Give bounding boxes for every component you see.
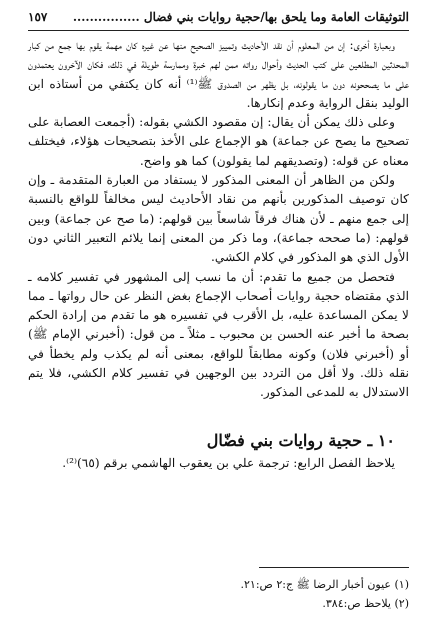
- footnote-divider: [259, 567, 409, 568]
- paragraph-3: ولكن من الظاهر أن المعنى المذكور لا يستفاد من العبارة المتقدمة ـ وإن كان توصيف المذكورين بأنهم من نقاد الأحاديث ليس مخالفاً للواقع بالنسبة إلى جمع منهم ـ لأن هناك فرقاً شاسعاً بين قولهم: (ما صح عن جماعة) وبين قولهم: (ما صححه جماعة)، وما ذكر من المعنى إنما يلائم التعبير الثاني دون الأول الذي هو المذكور في كلام الكشي.: [28, 173, 409, 265]
- section-heading: ١٠ ـ حجية روايات بني فضّال: [206, 430, 395, 450]
- main-text: [28, 36, 409, 473]
- paragraph-1: وبعبارة أخرى: إن من المعلوم أن نقد الأحاديث وتمييز الصحيح منها عن غيره كان مهمة يقوم بها جمع من كبار المحدثين المطلعين على كتب الحديث وأحوال رواته ممن لهم خبرة وممارسة طويلة في ذلك، فكان الآخرون يعتمدون على ما يصححونه دون ما يقولونه، بل يظهر من الصدوق ﷺ⁽¹⁾ أنه كان يكتفي من أستاذه ابن الوليد بنقل الرواية وعدم إنكارها.: [28, 38, 409, 110]
- footnote-1: (١) عيون أخبار الرضا ﷺ ج:٢ ص:٢١.: [240, 578, 409, 591]
- paragraph-2: وعلى ذلك يمكن أن يقال: إن مقصود الكشي بقوله: (أجمعت العصابة على تصحيح ما يصح عن جماعة) هو الإجماع على الأخذ بتصحيحات هؤلاء، فيختلف معناه عن قوله: (وتصديقهم لما يقولون) كما هو واضح.: [28, 115, 409, 168]
- footnotes: [28, 575, 409, 613]
- running-title: التوثيقات العامة وما يلحق بها/حجية روايات بني فضال ................: [72, 10, 409, 24]
- header-divider: [28, 30, 409, 31]
- paragraph-4: فتحصل من جميع ما تقدم: أن ما نسب إلى المشهور في تفسير كلامه ـ الذي مقتضاه حجية روايات أصحاب الإجماع بغض النظر عن حال رواتها ـ مما لا يمكن المساعدة عليه، بل الأقرب في تفسيره هو ما تقدم من إرادة الحكم بصحة ما أخبر عنه الحسن بن محبوب ـ مثلاً ـ من قول: (أخبرني الإمام ﷺ) أو (أخبرني فلان) وكونه مطابقاً للواقع، بمعنى أنه لم يكذب ولم يخطأ في نقله ذلك. ولا أقل من التردد بين الوجهين في تفسير كلام الكشي، فلا يتم الاستدلال به للمدعى المذكور.: [28, 269, 409, 400]
- page-header: [28, 6, 409, 28]
- page-number: ١٥٧: [28, 10, 48, 24]
- footnote-2: (٢) يلاحظ ص:٣٨٤.: [322, 597, 409, 610]
- section-note: يلاحظ الفصل الرابع: ترجمة علي بن يعقوب الهاشمي برقم (٦٥)⁽²⁾.: [62, 455, 395, 470]
